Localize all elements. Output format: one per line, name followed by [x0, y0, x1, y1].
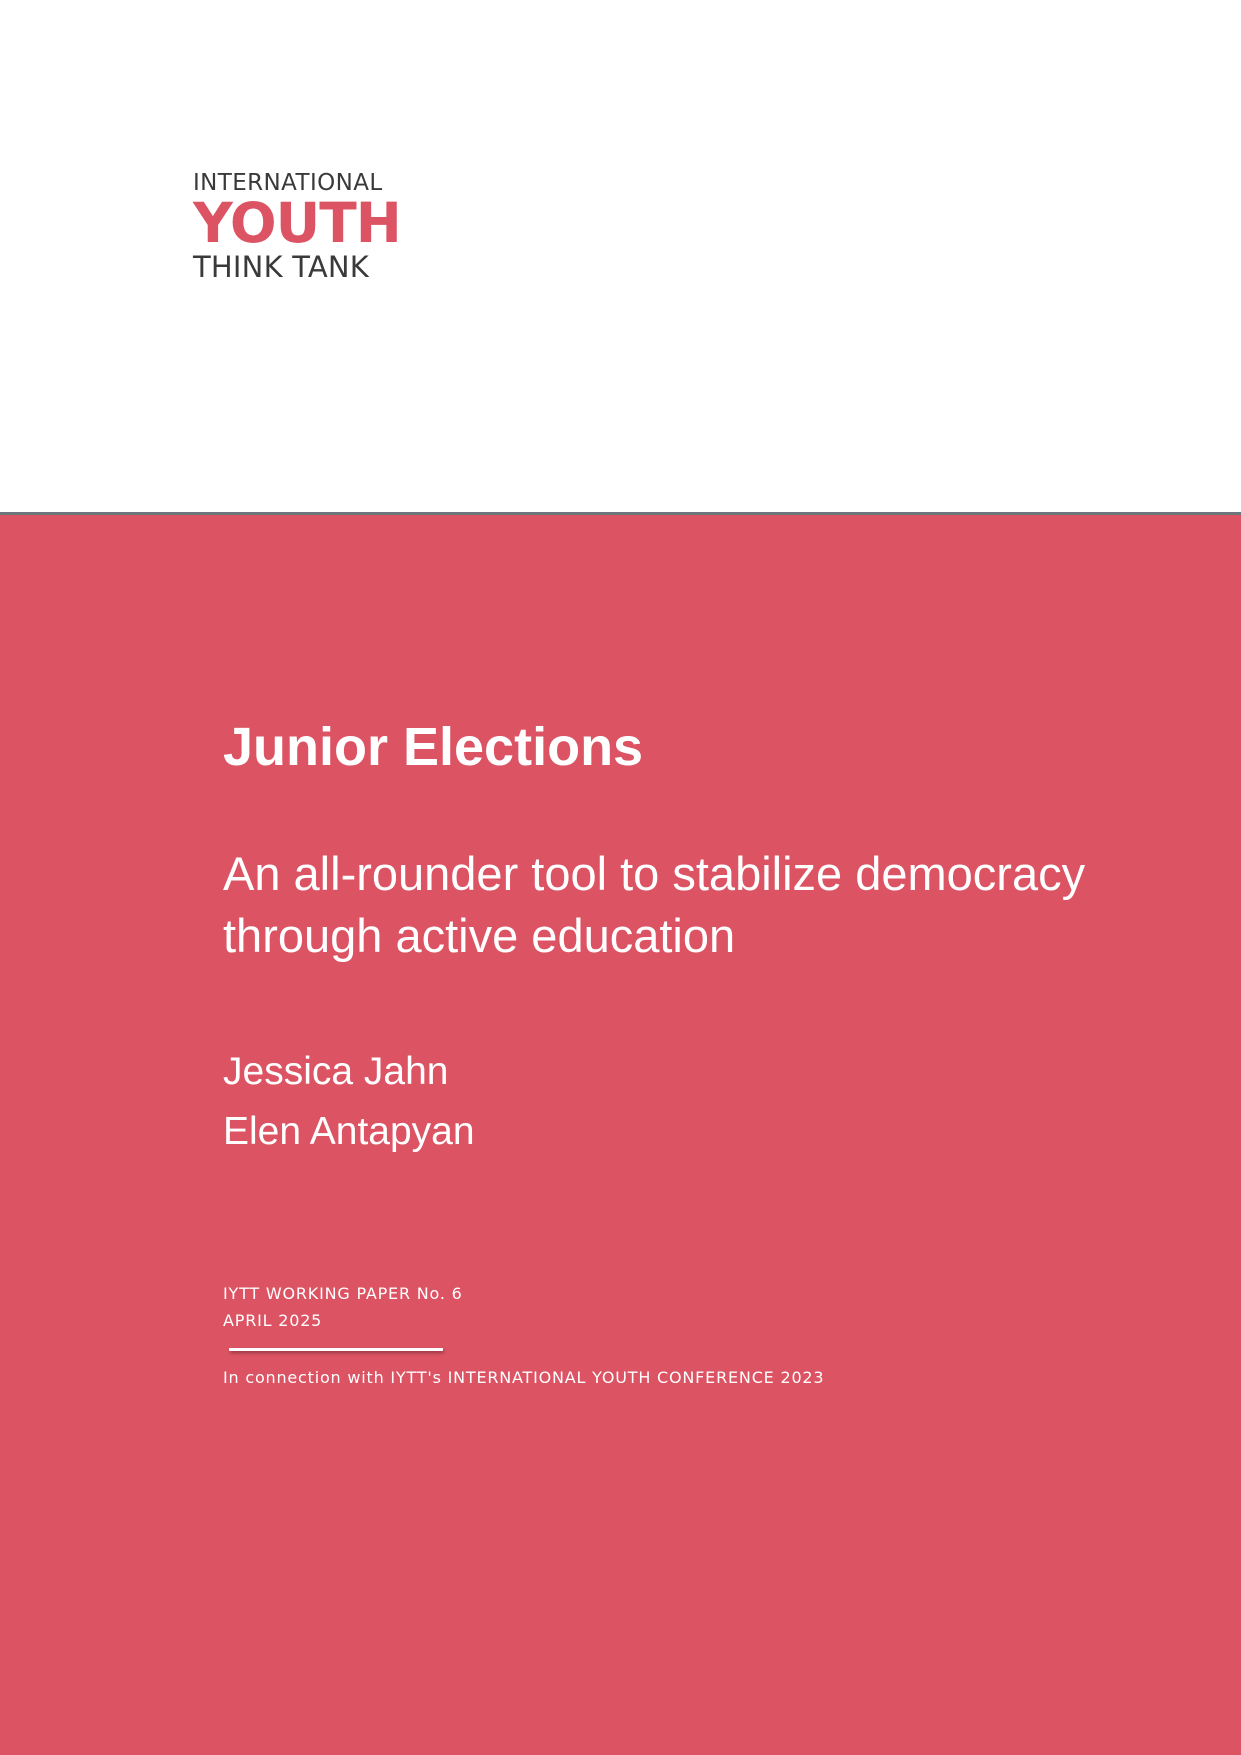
- author-list: [223, 1042, 475, 1162]
- document-title: Junior Elections: [223, 717, 644, 777]
- cover-title-band: [0, 515, 1241, 1755]
- cover-top-area: [0, 0, 1241, 512]
- paper-series: IYTT WORKING PAPER No. 6: [223, 1284, 463, 1303]
- meta-rule: [229, 1348, 443, 1351]
- author-name: Jessica Jahn: [223, 1050, 449, 1093]
- conference-note: In connection with IYTT's INTERNATIONAL YOUTH CONFERENCE 2023: [223, 1368, 825, 1387]
- author-name: Elen Antapyan: [223, 1110, 475, 1153]
- logo-line-think-tank: THINK TANK: [193, 250, 370, 284]
- paper-date: APRIL 2025: [223, 1311, 323, 1330]
- logo-line-international: INTERNATIONAL: [193, 170, 383, 196]
- logo-line-youth: YOUTH: [193, 191, 401, 255]
- document-subtitle: An all-rounder tool to stabilize democracy through active education: [223, 847, 1086, 962]
- paper-meta: [223, 1280, 463, 1334]
- iytt-logo: [193, 170, 403, 284]
